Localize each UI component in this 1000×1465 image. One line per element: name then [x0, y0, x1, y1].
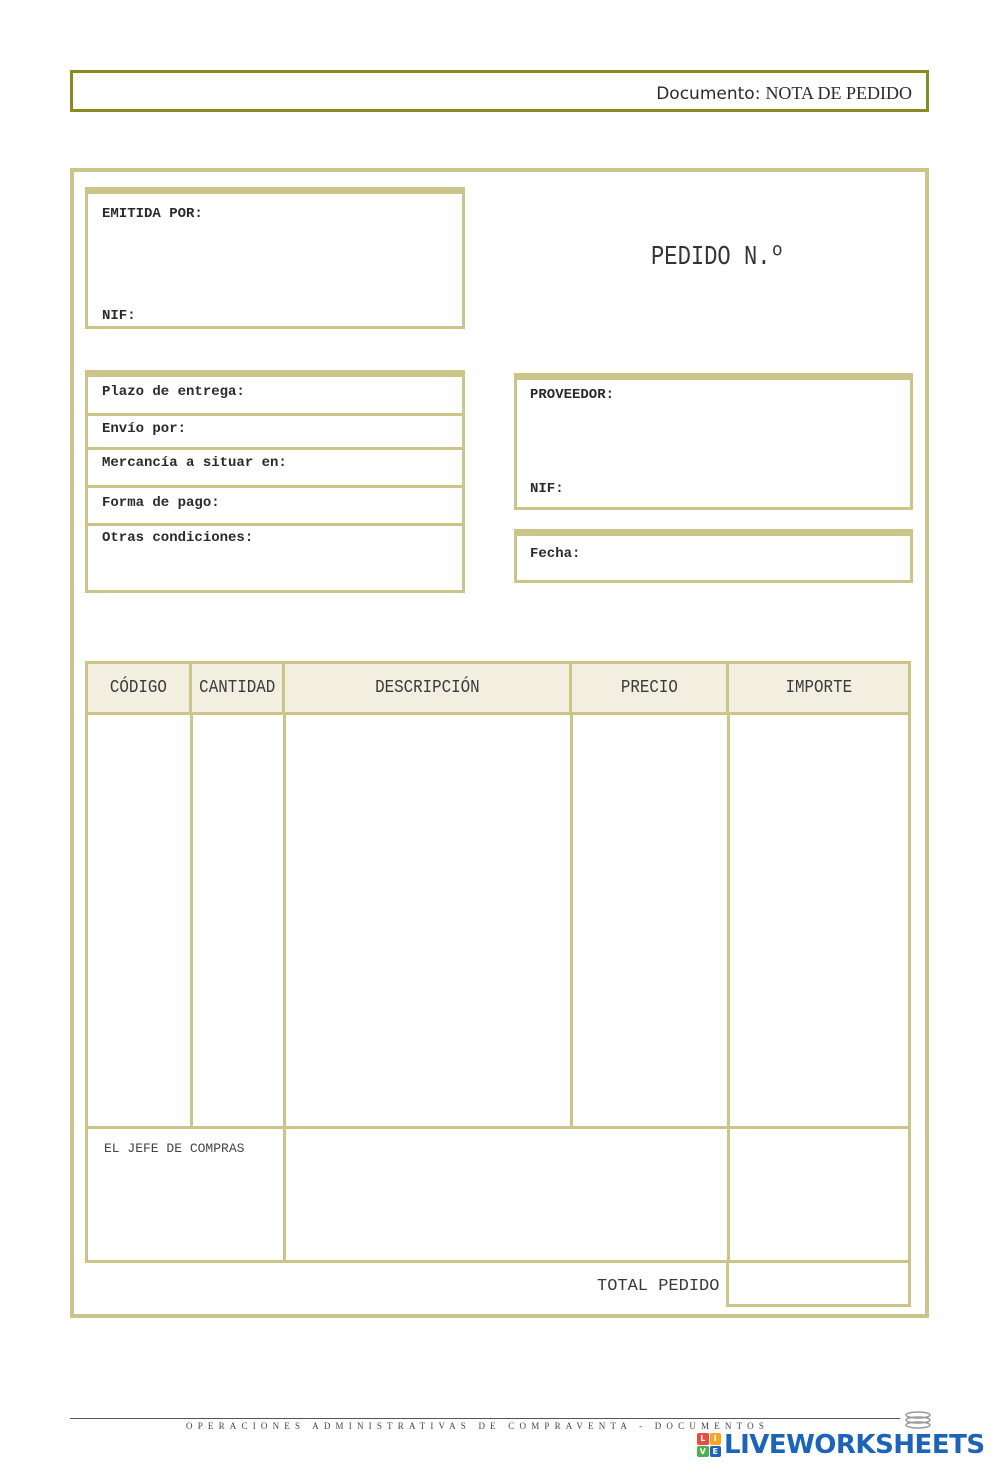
books-stack-icon [904, 1410, 932, 1430]
row-divider [88, 1126, 908, 1129]
column-header-amount: IMPORTE [785, 678, 852, 698]
condition-row-payment [88, 485, 462, 526]
document-header [70, 70, 929, 112]
issuer-nif-label: NIF: [102, 308, 136, 324]
column-header-code: CÓDIGO [88, 664, 192, 712]
condition-label: Plazo de entrega: [102, 384, 245, 400]
purchasing-manager-label: EL JEFE DE COMPRAS [104, 1141, 245, 1156]
column-header-quantity: CANTIDAD [192, 664, 285, 712]
document-type [656, 83, 912, 104]
footer-caption: OPERACIONES ADMINISTRATIVAS DE COMPRAVENTA - DOCUMENTOS [186, 1421, 770, 1431]
liveworksheets-wordmark: LIVEWORKSHEETS [724, 1430, 985, 1460]
order-number-label: PEDIDO N.º [651, 243, 784, 273]
supplier-nif-label: NIF: [530, 481, 564, 497]
date-label: Fecha: [530, 546, 581, 562]
items-table-body [85, 713, 911, 1263]
column-divider [190, 713, 193, 1129]
column-header-description: DESCRIPCIÓN [285, 664, 572, 712]
liveworksheets-logo [697, 1428, 985, 1462]
conditions-box [85, 370, 465, 593]
badge-letter: V [697, 1446, 709, 1458]
condition-label-other: Otras condiciones: [102, 530, 254, 546]
column-divider [727, 713, 730, 1263]
badge-letter: I [710, 1433, 722, 1445]
items-table-header [85, 661, 911, 715]
badge-letter: E [710, 1446, 722, 1458]
condition-row-shipping [88, 413, 462, 450]
condition-label: Mercancía a situar en: [102, 455, 287, 471]
document-type-value: NOTA DE PEDIDO [765, 83, 912, 103]
liveworksheets-badge [697, 1433, 721, 1457]
supplier-label: PROVEEDOR: [530, 387, 615, 403]
footer-rule [70, 1418, 900, 1419]
column-divider [570, 713, 573, 1129]
condition-label: Envío por: [102, 421, 187, 437]
condition-row-delivery [88, 377, 462, 416]
document-type-label: Documento: [656, 84, 761, 104]
total-order-box [726, 1260, 911, 1307]
date-box [514, 529, 913, 583]
condition-label: Forma de pago: [102, 495, 220, 511]
condition-row-location [88, 447, 462, 488]
column-header-price: PRECIO [572, 664, 729, 712]
total-order-label: TOTAL PEDIDO [597, 1277, 720, 1296]
badge-letter: L [697, 1433, 709, 1445]
supplier-box [514, 373, 913, 510]
column-divider [283, 713, 286, 1263]
issuer-box [85, 187, 465, 329]
issuer-label: EMITIDA POR: [102, 206, 203, 222]
